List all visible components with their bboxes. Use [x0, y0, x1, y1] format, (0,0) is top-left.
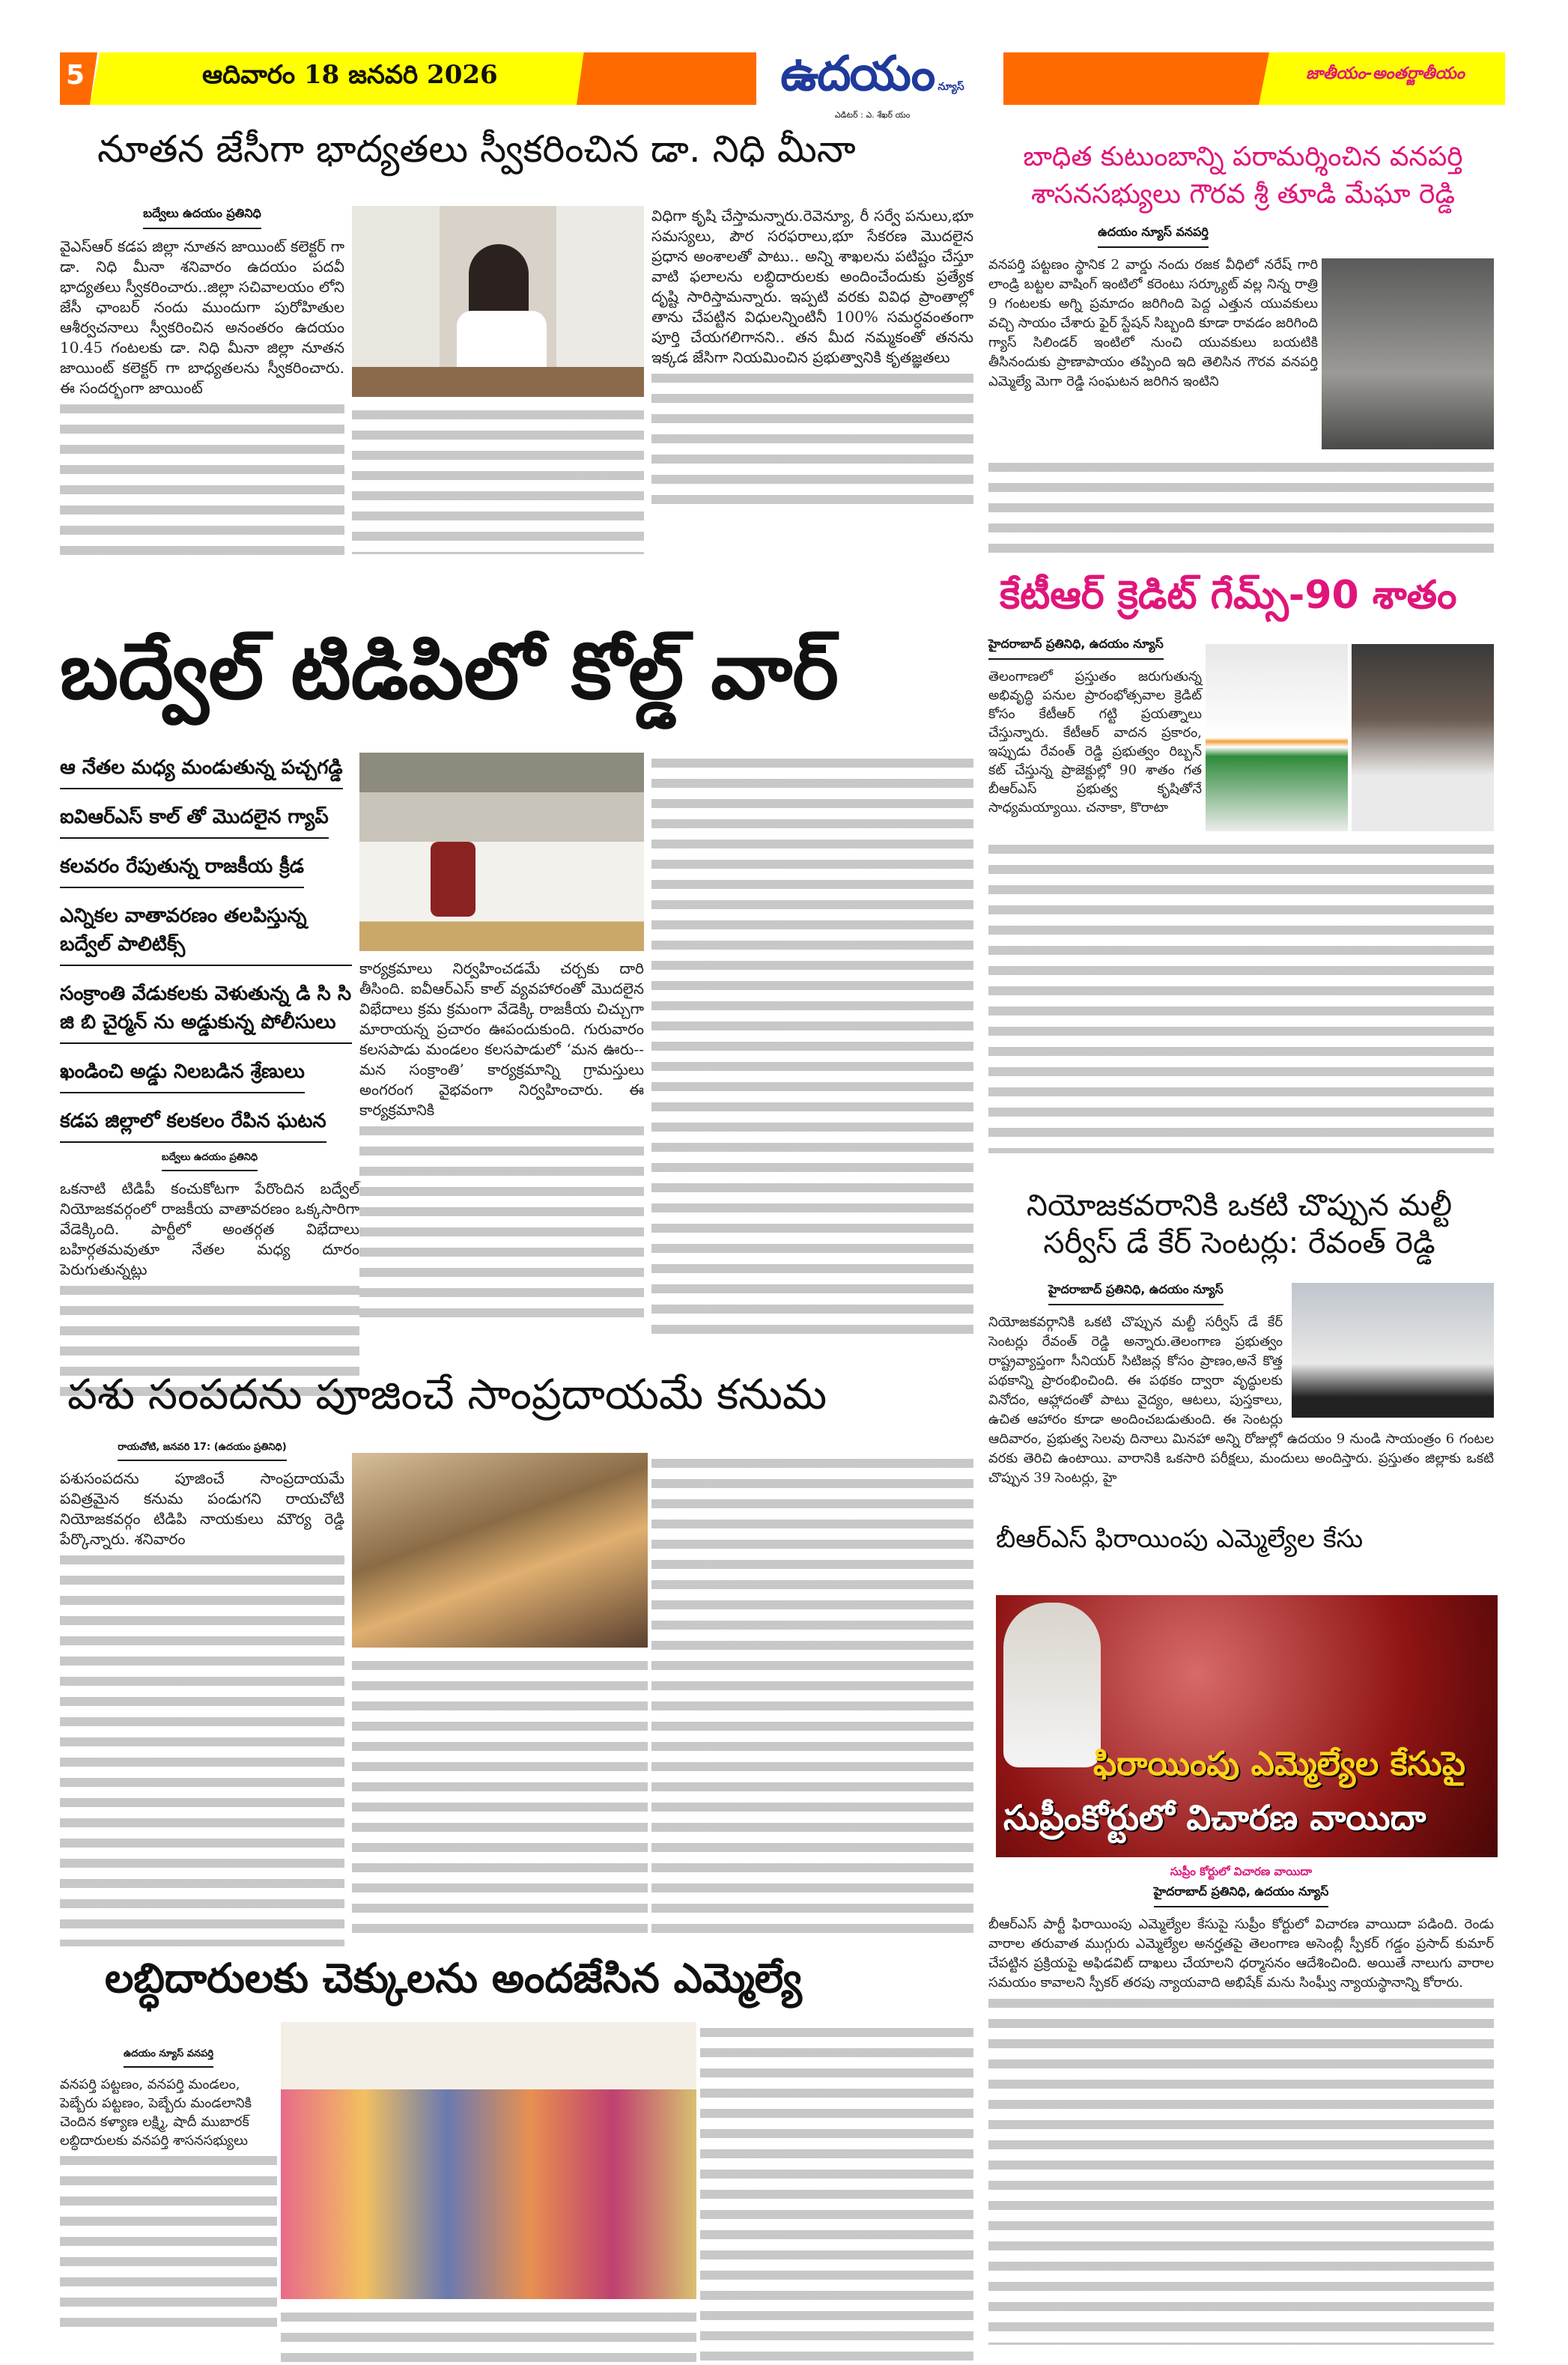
text-continuation: [988, 1993, 1494, 2345]
article-jc: [60, 206, 344, 559]
text-continuation: [651, 1453, 973, 1940]
editor-line: ఎడిటర్ : ఎ. శేఖర్ యం: [834, 110, 911, 120]
article-vanaparthy: [988, 225, 1318, 392]
subhead: సంక్రాంతి వేడుకలకు వెళుతున్న డి సి సి జి బి చైర్మన్ ను అడ్డుకున్న పోలీసులు: [60, 975, 352, 1044]
article-text: కార్యక్రమాలు నిర్వహించడమే చర్చకు దారి తీసింది. ఐవీఆర్ఎస్ కాల్ వ్యవహారంతో మొదలైన విభేదాలు క్రమ క్రమంగా వేడెక్కి రాజకీయ చిచ్చుగా మారాయన్న ప్రచారం ఊపందుకుంది. గురువారం కలసపాడు మండలం కలసపాడులో ‘మన ఊరు--మన సంక్రాంతి’ కార్యక్రమాన్ని గ్రామస్తులు అంగరంగ వైభవంగా నిర్వహించారు. ఈ కార్యక్రమానికి: [359, 959, 644, 1119]
headline-line: సర్వీస్ డే కేర్ సెంటర్లు: రేవంత్ రెడ్డి: [1043, 1226, 1435, 1260]
text-continuation: [60, 1549, 344, 1946]
headline-line: నియోజకవరానికి ఒకటి చొప్పున మల్టీ: [1026, 1188, 1453, 1223]
text-continuation: [651, 368, 973, 510]
text-continuation: [60, 398, 344, 559]
byline: ఉదయం న్యూస్ వనపర్తి: [124, 2048, 213, 2068]
text-continuation: [359, 1120, 644, 1323]
logo-text: ఉదయం: [780, 46, 935, 102]
article-kanuma: [60, 1442, 344, 1946]
subhead: ఆ నేతల మధ్య మండుతున్న పచ్చగడ్డి: [60, 749, 343, 789]
article-jc-col3: [651, 206, 973, 510]
headline-kanuma: పశు సంపదను పూజించే సాంప్రదాయమే కనుమ: [67, 1370, 827, 1419]
subhead: కలవరం రేపుతున్న రాజకీయ క్రీడ: [60, 848, 304, 888]
byline: హైదరాబాద్ ప్రతినిధి, ఉదయం న్యూస్: [988, 637, 1164, 660]
article-text: వనపర్తి పట్టణం స్థానిక 2 వార్డు నందు రజక వీధిలో నరేష్ గారి లాండ్రి బట్టల వాషింగ్ ఇంటిలో కరెంటు సర్క్యూట్ వల్ల నిన్న రాత్రి 9 గంటలకు అగ్ని ప్రమాదం జరిగింది పెద్ద ఎత్తున యువకులు వచ్చి సాయం చేశారు ఫైర్ స్టేషన్ సిబ్బంది కూడా రావడం జరిగింది గ్యాస్ సిలిండర్ ఇంటిలో నుంచి యువకులు బయటికి తీసినందుకు ప్రాణాపాయం తప్పింది ఇది తెలిసిన గౌరవ వనపర్తి ఎమ్మెల్యే మెగా రెడ్డి సంఘటన జరిగిన ఇంటిని: [988, 257, 1318, 389]
article-brs: [988, 1865, 1494, 2345]
article-ktr: [988, 637, 1202, 817]
text-continuation: [651, 753, 973, 1341]
headline-ktr: కేటీఆర్ క్రెడిట్ గేమ్స్-90 శాతం: [1000, 573, 1457, 618]
article-text: బీఆర్ఎస్ పార్టీ ఫిరాయింపు ఎమ్మెల్యేల కేసుపై సుప్రీం కోర్టులో విచారణ వాయిదా పడింది. రెండు వారాల తరువాత ముగ్గురు ఎమ్మెల్యేల అనర్హతపై తెలంగాణ అసెంబ్లీ స్పీకర్ గడ్డం ప్రసాద్ కుమార్ చేపట్టిన ప్రక్రియపై అఫిడవిట్ దాఖలు చేయాలని ధర్మాసనం ఆదేశించింది. అయితే నాలుగు వారాల సమయం కావాలని స్పీకర్ తరపు న్యాయవాది అభిషేక్ మను సింఘ్వీ న్యాయస్థానాన్ని కోరారు.: [988, 1916, 1494, 1991]
subhead: ఎన్నికల వాతావరణం తలపిస్తున్న బద్వేల్ పాలిటిక్స్: [60, 897, 352, 966]
text-continuation: [352, 1655, 648, 1940]
article-revanth: [988, 1282, 1494, 1488]
byline: హైదరాబాద్ ప్రతినిధి, ఉదయం న్యూస్: [1048, 1282, 1224, 1305]
headline-brs: బీఆర్ఎస్ ఫిరాయింపు ఎమ్మెల్యేల కేసు: [996, 1524, 1364, 1554]
photo-mla-visit: [1322, 258, 1494, 449]
photo-kanuma-festival: [352, 1453, 648, 1648]
headline-revanth: [988, 1187, 1490, 1262]
article-cheques: [60, 2048, 277, 2337]
text-continuation: [988, 457, 1494, 558]
section-title: జాతీయం-అంతర్జాతీయం: [1306, 64, 1465, 83]
issue-date: ఆదివారం 18 జనవరి 2026: [202, 60, 498, 90]
article-jc-col2: [352, 404, 644, 554]
text-continuation: [988, 839, 1494, 1153]
photo-brs-mlas-supreme-court: [996, 1595, 1498, 1857]
article-text: వైఎస్ఆర్ కడప జిల్లా నూతన జాయింట్ కలెక్టర్ గా డా. నిధి మీనా శనివారం ఉదయం పదవీ భాద్యతలు స్వీకరించారు..జిల్లా సచివాలయం లోని జేసీ ఛాంబర్ నందు ముందుగా పురోహితుల ఆశీర్వచనాలు స్వీకరించిన అనంతరం ఉదయం 10.45 గంటలకు డా. నిధి మీనా జిల్లా నూతన జాయింట్ కలెక్టర్ గా బాధ్యతలను స్వీకరించారు. ఈ సందర్భంగా జాయింట్: [60, 237, 344, 397]
badvel-subheads: [60, 749, 359, 1400]
headline-badvel: బద్వేల్ టిడిపిలో కోల్డ్ వార్: [60, 625, 839, 717]
article-text: నియోజకవర్గానికి ఒకటి చొప్పున మల్టీ సర్వీస్ డే కేర్ సెంటర్లు రేవంత్ రెడ్డి అన్నారు.తెలంగాణ ప్రభుత్వం రాష్ట్రవ్యాప్తంగా సీనియర్ సిటిజన్ల కోసం ప్రాణం,అనే కొత్త పథకాన్ని ప్రారంభించింది. ఈ పథకం ద్వారా వృద్ధులకు వినోదం, ఆహ్లాదంతో పాటు వైద్యం, ఆటలు, పుస్తకాలు, ఉచిత ఆహారం కూడా అందించబడుతుంది. ఈ సెంటర్లు ఆదివారం, ప్రభుత్వ సెలవు దినాలు మినహా అన్ని రోజుల్లో ఉదయం 9 నుండి సాయంత్రం 6 గంటల వరకు తెరిచి ఉంటాయి. వారానికి ఒకసారి పరీక్షలు, మందులు అందిస్తారు. ప్రస్తుతం జిల్లాకు ఒకటి చొప్పున 39 సెంటర్లు, హై: [988, 1314, 1494, 1486]
byline: బద్వేలు ఉదయం ప్రతినిధి: [143, 206, 261, 229]
article-badvel-col2: [359, 959, 644, 1323]
text-continuation: [60, 2150, 277, 2337]
photo-cheque-distribution: [281, 2022, 696, 2299]
byline: ఉదయం న్యూస్ వనపర్తి: [1098, 225, 1209, 248]
subhead: కడప జిల్లాలో కలకలం రేపిన ఘటన: [60, 1102, 326, 1143]
article-text: తెలంగాణలో ప్రస్తుతం జరుగుతున్న అభివృద్ధి పనుల ప్రారంభోత్సవాల క్రెడిట్ కోసం కేటీఆర్ గట్టి ప్రయత్నాలు చేస్తున్నారు. కేటీఆర్ వాదన ప్రకారం, ఇప్పుడు రేవంత్ రెడ్డి ప్రభుత్వం రిబ్బన్ కట్ చేస్తున్న ప్రాజెక్టుల్లో 90 శాతం గత బీఆర్ఎస్ ప్రభుత్వ కృషితోనే సాధ్యమయ్యాయి. చనాకా, కొరాటా: [988, 669, 1202, 816]
article-text: ఒకనాటి టిడిపీ కంచుకోటగా పేరొందిన బద్వేల్ నియోజకవర్గంలో రాజకీయ వాతావరణం ఒక్కసారిగా వేడెక్కింది. పార్టీలో అంతర్గత విభేదాలు బహిర్గతమవుతూ నేతల మధ్య దూరం పెరుగుతున్నట్లు: [60, 1180, 359, 1278]
article-text: విధిగా కృషి చేస్తామన్నారు.రెవెన్యూ, రీ సర్వే పనులు,భూ సమస్యలు, పౌర సరఫరాలు,భూ సేకరణ మొదలైన ప్రధాన అంశాలతో పాటు.. అన్ని శాఖలను పటిష్టం చేస్తూ వాటి ఫలాలను లబ్ధిదారులకు అందించేందుకు ప్రత్యేక దృష్టి సారిస్తామన్నారు. ఇప్పటి వరకు వివిధ ప్రాంతాల్లో తాను చేపట్టిన విధులన్నింటినీ 100% సమర్ధవంతంగా పూర్తి చేయగలిగానని.. తన మీద నమ్మకంతో తనను ఇక్కడ జేసిగా నియమించిన ప్రభుత్వానికి కృతజ్ఞతలు: [651, 207, 973, 366]
article-text: పశుసంపదను పూజించే సాంప్రదాయమే పవిత్రమైన కనుమ పండుగని రాయచోటి నియోజకవర్గం టిడిపి నాయకులు మౌర్య రెడ్డి పేర్కొన్నారు. శనివారం: [60, 1469, 344, 1548]
byline: హైదరాబాద్ ప్రతినిధి, ఉదయం న్యూస్: [1154, 1884, 1329, 1907]
photo-tdp-rally: [359, 753, 644, 951]
photo-collector-at-desk: [352, 206, 644, 397]
header-orange-right: [1003, 52, 1303, 105]
text-continuation: [700, 2022, 973, 2363]
byline: బద్వేలు ఉదయం ప్రతినిధి: [162, 1152, 258, 1171]
logo-suffix: న్యూస్: [938, 81, 964, 93]
photo-caption: సుప్రీం కోర్టులో విచారణ వాయిదా: [1170, 1865, 1313, 1878]
headline-vanaparthy: [996, 139, 1490, 213]
headline-line: శాసనసభ్యులు గౌరవ శ్రీ తూడి మేఘా రెడ్డి: [1031, 179, 1455, 210]
header-orange-left: [577, 52, 756, 105]
subhead: ఖండించి అడ్డు నిలబడిన శ్రేణులు: [60, 1053, 305, 1093]
article-text: వనపర్తి పట్టణం, వనపర్తి మండలం, పెబ్బేరు పట్టణం, పెబ్బేరు మండలానికి చెందిన కళ్యాణ లక్ష్మి, షాదీ ముబారక్ లబ్ధిదారులకు వనపర్తి శాసనసభ్యులు: [60, 2077, 252, 2149]
image-headline-line1: ఫిరాయింపు ఎమ్మెల్యేల కేసుపై: [1093, 1745, 1466, 1783]
masthead-logo: [771, 46, 973, 122]
text-continuation: [281, 2307, 696, 2363]
subhead: ఐవిఆర్ఎస్ కాల్ తో మొదలైన గ్యాప్: [60, 798, 329, 839]
headline-cheques: లబ్ధిదారులకు చెక్కులను అందజేసిన ఎమ్మెల్యే: [105, 1955, 802, 2002]
headline-line: బాధిత కుటుంబాన్ని పరామర్శించిన వనపర్తి: [1023, 142, 1463, 172]
text-continuation: [352, 404, 644, 554]
photo-ktr: [1352, 644, 1494, 831]
headline-jc: నూతన జేసీగా భాద్యతలు స్వీకరించిన డా. నిధి మీనా: [97, 127, 856, 171]
photo-revanth-podium: [1292, 1283, 1494, 1418]
image-headline-line2: సుప్రీంకోర్టులో విచారణ వాయిదా: [1003, 1797, 1426, 1838]
page-number: 5: [66, 60, 85, 91]
photo-revanth-reddy: [1206, 644, 1348, 831]
byline: రాయచోటి, జనవరి 17: (ఉదయం ప్రతినిధి): [118, 1442, 286, 1461]
